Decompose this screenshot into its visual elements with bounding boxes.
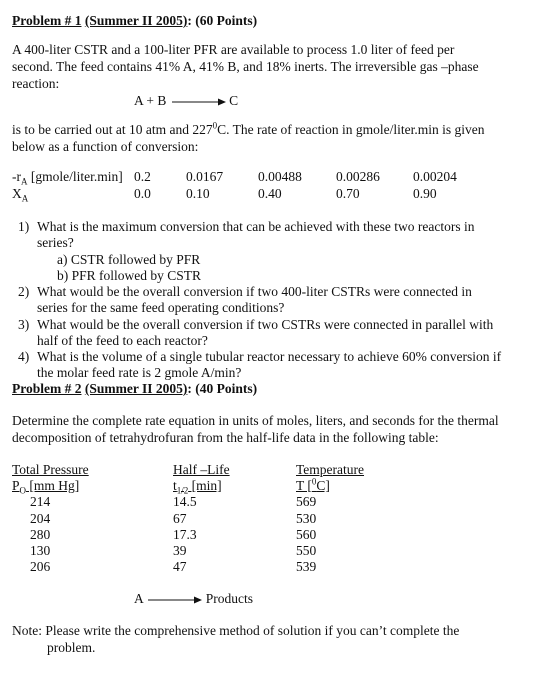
problem1-heading (12, 12, 257, 29)
reaction-reactants: A + B (134, 93, 167, 108)
question-text: What is the maximum conversion that can be achieved with these two reactors in (37, 219, 475, 234)
question-number: 2) (18, 284, 30, 299)
reaction-arrow-icon (170, 97, 226, 107)
problem2-term: (Summer II 2005) (84, 381, 188, 396)
problem2-intro-line2: decomposition of tetrahydrofuran from the half-life data in the following table: (12, 430, 439, 445)
temperature-units: C] (316, 478, 330, 493)
problem1-intro-line3: reaction: (12, 76, 60, 91)
problem1-points: : (60 Points) (187, 13, 258, 28)
pressure-units: [mm Hg] (26, 478, 80, 493)
rate-cell: 0.0167 (186, 169, 224, 184)
decomposition-equation (134, 590, 253, 607)
rate-label-prefix: -r (12, 169, 21, 184)
pressure-cell: 204 (30, 511, 51, 526)
conditions-text-end: C. The rate of reaction in gmole/liter.min is given (217, 122, 485, 137)
reaction-equation (134, 92, 238, 109)
half-life-symbol: t (173, 478, 177, 493)
half-life-cell: 14.5 (173, 494, 197, 509)
problem1-term: (Summer II 2005) (84, 13, 188, 28)
rate-cell: 0.00488 (258, 169, 302, 184)
question-text: What would be the overall conversion if two CSTRs were connected in parallel with (37, 317, 494, 332)
problem2-heading (12, 380, 257, 397)
question-text: the molar feed rate is 2 gmole A/min? (37, 365, 242, 380)
problem1-label: Problem # 1 (12, 13, 82, 28)
pressure-cell: 206 (30, 559, 51, 574)
rate-cell: 0.2 (134, 169, 151, 184)
half-life-sub: 1/2 (176, 485, 189, 496)
conversion-cell: 0.10 (186, 186, 210, 201)
pressure-symbol: P (12, 478, 20, 493)
note-line1: Note: Please write the comprehensive method of solution if you can’t complete the (12, 623, 460, 638)
col-unit-temperature (296, 477, 330, 494)
conditions-text: is to be carried out at 10 atm and 227 (12, 122, 213, 137)
rate-cell: 0.00204 (413, 169, 457, 184)
question-text: What would be the overall conversion if two 400-liter CSTRs were connected in (37, 284, 472, 299)
col-header-half-life: Half –Life (173, 462, 230, 477)
question-number: 4) (18, 349, 30, 364)
problem2-label: Problem # 2 (12, 381, 82, 396)
col-unit-pressure (12, 477, 79, 494)
conditions-line2: below as a function of conversion: (12, 139, 199, 154)
question-number: 1) (18, 219, 30, 234)
sub-question: a) CSTR followed by PFR (57, 252, 201, 267)
question-text: series? (37, 235, 74, 250)
degree-symbol: 0 (311, 476, 317, 487)
temperature-cell: 569 (296, 494, 317, 509)
decomposition-reactant: A (134, 591, 144, 606)
col-header-pressure: Total Pressure (12, 462, 89, 477)
question-number: 3) (18, 317, 30, 332)
temperature-symbol: T [ (296, 478, 312, 493)
question-text: series for the same feed operating conditions? (37, 300, 285, 315)
pressure-sub: O (19, 485, 27, 496)
problem1-intro-line2: second. The feed contains 41% A, 41% B, and 18% inerts. The irreversible gas –phase (12, 59, 479, 74)
temperature-cell: 539 (296, 559, 317, 574)
half-life-cell: 67 (173, 511, 187, 526)
temperature-cell: 560 (296, 527, 317, 542)
sub-question: b) PFR followed by CSTR (57, 268, 202, 283)
pressure-cell: 214 (30, 494, 51, 509)
half-life-cell: 39 (173, 543, 187, 558)
temperature-cell: 550 (296, 543, 317, 558)
conversion-cell: 0.40 (258, 186, 282, 201)
degree-symbol: 0 (212, 120, 218, 131)
half-life-cell: 17.3 (173, 527, 197, 542)
decomposition-products: Products (205, 591, 254, 606)
conversion-label-prefix: X (12, 186, 22, 201)
rate-row-label (12, 168, 123, 185)
problem2-points: : (40 Points) (187, 381, 258, 396)
conversion-cell: 0.70 (336, 186, 360, 201)
question-text: half of the feed to each reactor? (37, 333, 208, 348)
rate-label-sub: A (21, 176, 28, 187)
decomposition-arrow-icon (146, 595, 202, 605)
question-text: What is the volume of a single tubular reactor necessary to achieve 60% conversion if (37, 349, 502, 364)
conversion-row-label (12, 185, 28, 202)
rate-cell: 0.00286 (336, 169, 380, 184)
col-unit-half-life (173, 477, 222, 494)
conditions-line1 (12, 121, 485, 138)
rate-label-units: [gmole/liter.min] (27, 169, 123, 184)
reaction-product: C (229, 93, 239, 108)
col-header-temperature: Temperature (296, 462, 365, 477)
pressure-cell: 280 (30, 527, 51, 542)
conversion-cell: 0.0 (134, 186, 151, 201)
conversion-label-sub: A (21, 193, 29, 204)
temperature-cell: 530 (296, 511, 317, 526)
half-life-cell: 47 (173, 559, 187, 574)
problem2-intro-line1: Determine the complete rate equation in units of moles, liters, and seconds for the thermal (12, 413, 499, 428)
problem1-intro-line1: A 400-liter CSTR and a 100-liter PFR are available to process 1.0 liter of feed per (12, 42, 455, 57)
note-line2: problem. (47, 640, 96, 655)
conversion-cell: 0.90 (413, 186, 437, 201)
half-life-units: [min] (188, 478, 222, 493)
pressure-cell: 130 (30, 543, 51, 558)
